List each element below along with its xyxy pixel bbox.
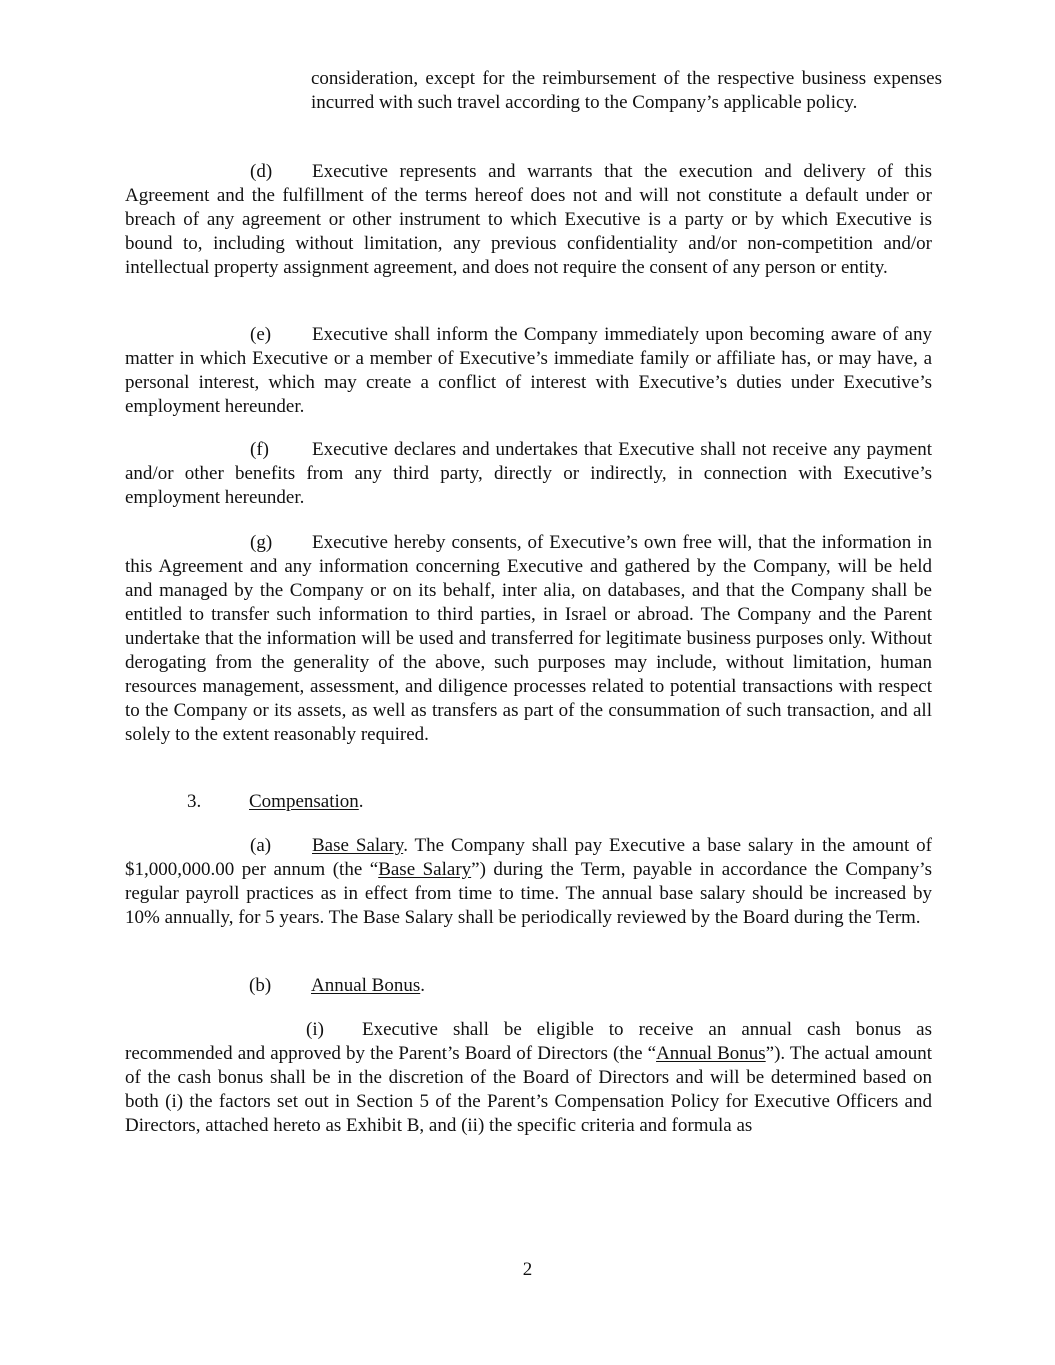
- paragraph-heading-punct: .: [420, 975, 425, 996]
- page-number: 2: [522, 1259, 533, 1280]
- paragraph-marker: (g): [250, 532, 273, 553]
- paragraph-marker: (a): [250, 835, 272, 856]
- paragraph-marker: (b): [249, 975, 272, 996]
- paragraph-heading: Base Salary: [312, 835, 404, 856]
- paragraph-g: [125, 531, 932, 747]
- paragraph-text: Executive represents and warrants that the execution and delivery of this Agreement and the fulfillment of the terms hereof does not and will not constitute a default under or breach of any agreement or other instrument to which Executive is a party or by which Executive is bound to, including without limitation, any previous confidentiality and/or non-competition and/or intellectual property assignment agreement, and does not require the consent of any person or entity.: [125, 161, 932, 278]
- paragraph-text: . The Company shall pay Executive a base salary in the amount of $1,000,000.00 per annum (the “: [125, 835, 932, 880]
- paragraph-e: [125, 323, 932, 419]
- paragraph-marker: (i): [306, 1019, 324, 1040]
- paragraph-text: Executive hereby consents, of Executive’s own free will, that the information in this Agreement and any information concerning Executive and gathered by the Company, will be held and managed by the Company or on its behalf, inter alia, on databases, and that the Company shall be entitled to transfer such information to third parties, in Israel or abroad. The Company and the Parent undertake that the information will be used and transferred for legitimate business purposes only. Without derogating from the generality of the above, such purposes may include, without limitation, human resources management, assessment, and diligence processes related to potential transactions with respect to the Company or its assets, as well as transfers as part of the consummation of such transaction, and all solely to the extent reasonably required.: [125, 532, 932, 745]
- paragraph-3b-heading: [249, 974, 425, 998]
- paragraph-text: Executive declares and undertakes that Executive shall not receive any payment and/or other benefits from any third party, directly or indirectly, in connection with Executive’s employment hereunder.: [125, 439, 932, 508]
- paragraph-f: [125, 438, 932, 510]
- section-3-heading: [187, 790, 364, 814]
- section-number: 3.: [187, 791, 202, 812]
- paragraph-marker: (e): [250, 324, 272, 345]
- defined-term: Annual Bonus: [656, 1043, 766, 1064]
- paragraph-text: ”). The actual amount of the cash bonus shall be in the discretion of the Board of Directors and will be determined based on both (i) the factors set out in Section 5 of the Parent’s Compensation Policy for Executive Officers and Directors, attached hereto as Exhibit B, and (ii) the specific criteria and formula as: [125, 1043, 933, 1136]
- paragraph-d: [125, 160, 932, 280]
- paragraph-text: Executive shall be eligible to receive an annual cash bonus as recommended and approved by the Parent’s Board of Directors (the “: [125, 1019, 932, 1064]
- paragraph-marker: (f): [250, 439, 269, 460]
- section-title-punct: .: [358, 791, 364, 812]
- defined-term: Base Salary: [378, 859, 472, 880]
- section-title: Compensation: [249, 791, 359, 812]
- paragraph-3b-i: [125, 1018, 932, 1138]
- continuation-paragraph: consideration, except for the reimbursement of the respective business expenses incurred with such travel according to the Company’s applicable policy.: [311, 68, 942, 113]
- paragraph-text: Executive shall inform the Company immediately upon becoming aware of any matter in which Executive or a member of Executive’s immediate family or affiliate has, or may have, a personal interest, which may create a conflict of interest with Executive’s duties under Executive’s employment hereunder.: [125, 324, 932, 417]
- paragraph-3a-base-salary: [125, 834, 932, 930]
- paragraph-marker: (d): [250, 161, 273, 182]
- paragraph-text: ”) during the Term, payable in accordance the Company’s regular payroll practices as in effect from time to time. The annual base salary should be increased by 10% annually, for 5 years. The Base Salary shall be periodically reviewed by the Board during the Term.: [125, 859, 932, 928]
- paragraph-heading: Annual Bonus: [311, 975, 421, 996]
